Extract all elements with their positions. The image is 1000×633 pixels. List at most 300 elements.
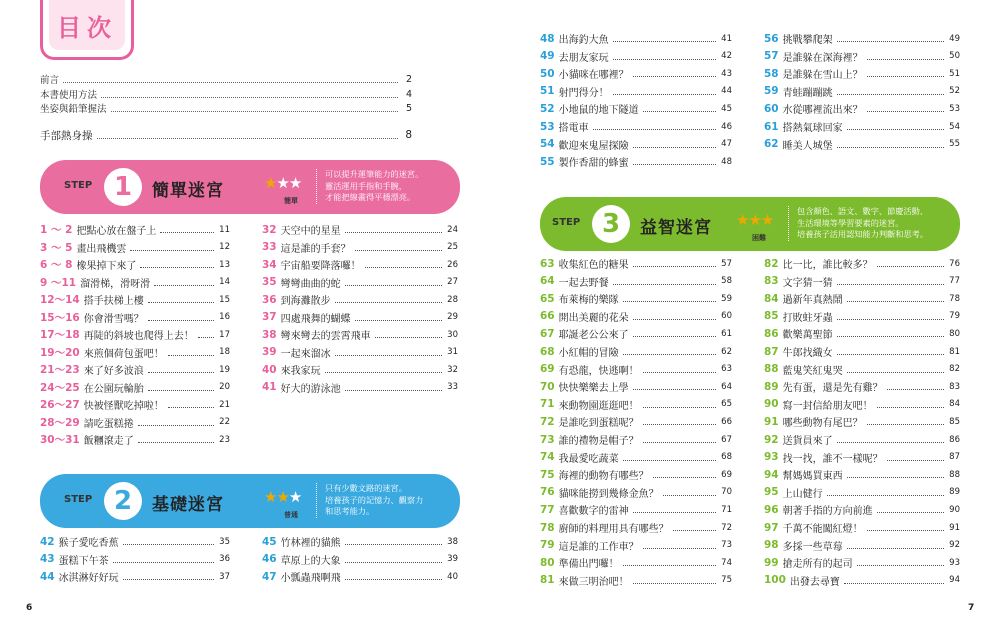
entry-title: 小紅帽的冒險 (558, 348, 619, 359)
toc-entry (540, 361, 732, 378)
entry-number: 94 (764, 468, 779, 481)
entry-title: 來了好多波浪 (83, 366, 144, 377)
toc-entry (40, 256, 230, 273)
entry-page: 94 (949, 575, 960, 586)
entry-title: 製作香甜的蜂蜜 (558, 158, 629, 170)
dot-leader (355, 320, 442, 321)
toc-entry (764, 431, 960, 448)
entry-number: 12～14 (40, 294, 80, 306)
entry-title: 準備出門囉！ (558, 559, 619, 571)
toc-entry (764, 118, 960, 135)
dot-leader (867, 59, 944, 60)
entry-title: 彎來彎去的雲霄飛車 (280, 331, 371, 342)
entry-title: 收集紅色的糖果 (558, 260, 629, 271)
toc-entry (764, 100, 960, 117)
entry-title: 海裡的動物有哪些？ (558, 471, 649, 483)
entry-number: 1 ～ 2 (40, 224, 73, 236)
toc-entry (40, 551, 230, 568)
intro-label: 手部熱身操 (40, 129, 93, 142)
entry-number: 53 (540, 120, 555, 133)
title-box (40, 0, 134, 60)
dot-leader (877, 407, 944, 408)
step3-label: STEP (552, 217, 581, 228)
entry-number: 64 (540, 275, 555, 288)
dot-leader (168, 355, 214, 356)
entry-page: 57 (721, 258, 732, 269)
entry-title: 出發去尋寶 (789, 576, 840, 588)
dot-leader (837, 147, 944, 148)
dot-leader (345, 285, 442, 286)
entry-page: 19 (219, 364, 230, 375)
entry-title: 來動物園逛逛吧！ (558, 400, 639, 412)
entry-title: 牛郎找織女 (782, 348, 833, 359)
step2-desc (316, 483, 423, 518)
toc-entry (540, 118, 732, 135)
dot-leader (633, 319, 716, 320)
dot-leader (877, 266, 944, 267)
entry-page: 42 (721, 51, 732, 62)
dot-leader (345, 544, 442, 545)
entry-page: 88 (949, 469, 960, 480)
entry-page: 63 (721, 364, 732, 375)
intro-row (40, 72, 412, 86)
entry-number: 79 (540, 539, 555, 552)
entry-title: 貓咪能撈到幾條金魚？ (558, 488, 659, 500)
step1-level: 簡單 (284, 197, 298, 205)
entry-page: 44 (721, 86, 732, 97)
step3-desc-line: 培養孩子活用認知能力判斷和思考。 (797, 229, 929, 239)
entry-page: 26 (447, 259, 458, 270)
dot-leader (613, 41, 716, 42)
entry-page: 33 (447, 382, 458, 392)
toc-entry (262, 309, 458, 326)
entry-title: 彎彎曲曲的蛇 (280, 278, 341, 290)
dot-leader (623, 565, 716, 566)
entry-title: 搭手扶梯上樓 (83, 296, 144, 307)
entry-page: 50 (949, 51, 960, 62)
entry-title: 飯糰滾走了 (83, 436, 134, 447)
entry-page: 84 (949, 399, 960, 410)
dot-leader (335, 302, 442, 303)
entry-title: 千萬不能闖紅燈！ (782, 524, 863, 535)
entry-title: 挑戰攀爬架 (782, 35, 833, 46)
dot-leader (345, 579, 442, 580)
entry-title: 小瓢蟲飛啊飛 (280, 573, 341, 584)
toc-entry (540, 554, 732, 571)
entry-number: 68 (540, 345, 555, 358)
entry-title: 過新年真熱鬧 (782, 295, 843, 307)
entry-number: 99 (764, 556, 779, 569)
dot-leader (837, 336, 944, 337)
step3-number-text: 3 (601, 209, 621, 239)
entry-page: 55 (949, 139, 960, 150)
dot-leader (867, 424, 944, 425)
entry-title: 射門得分！ (558, 87, 609, 99)
step3-banner (540, 197, 960, 251)
toc-entry (540, 343, 732, 360)
entry-title: 青蛙蹦蹦跳 (782, 87, 833, 99)
toc-entry (40, 274, 230, 291)
intro-row (40, 87, 412, 101)
entry-number: 46 (262, 553, 277, 565)
toc-entry (540, 449, 732, 466)
entry-title: 來煎個荷包蛋吧！ (83, 348, 164, 360)
toc-entry (540, 153, 732, 170)
entry-number: 61 (764, 120, 779, 133)
dot-leader (325, 372, 442, 373)
toc-entry (540, 83, 732, 100)
entry-number: 63 (540, 257, 555, 270)
entry-title: 去朋友家玩 (558, 52, 609, 64)
intro-page: 8 (405, 129, 412, 141)
entry-page: 60 (721, 311, 732, 322)
entry-title: 幫媽媽買東西 (782, 471, 843, 483)
toc-entry (40, 568, 230, 585)
toc-entry (262, 256, 458, 273)
step1-title: 簡單迷宮 (152, 181, 224, 201)
entry-page: 65 (721, 399, 732, 410)
dot-leader (643, 442, 716, 443)
dot-leader (613, 94, 716, 95)
entry-title: 是誰吃到蛋糕呢？ (558, 418, 639, 430)
dot-leader (613, 284, 716, 285)
entry-number: 17～18 (40, 329, 80, 341)
entry-number: 35 (262, 276, 277, 288)
entry-number: 76 (540, 486, 555, 499)
entry-number: 51 (540, 85, 555, 98)
toc-entry (764, 65, 960, 82)
entry-page: 82 (949, 364, 960, 375)
toc-entry (540, 30, 732, 47)
entry-number: 95 (764, 486, 779, 499)
entry-title: 送貨員來了 (782, 436, 833, 447)
dot-leader (633, 147, 716, 148)
toc-entry (540, 100, 732, 117)
toc-entry (764, 308, 960, 325)
dot-leader (148, 372, 214, 373)
entry-number: 71 (540, 398, 555, 411)
entry-title: 來做三明治吧！ (558, 576, 629, 588)
toc-entry (262, 221, 458, 238)
entry-number: 100 (764, 574, 786, 587)
entry-title: 找一找，誰不一樣呢？ (782, 453, 883, 465)
entry-title: 多採一些草莓 (782, 541, 843, 553)
intro-page: 2 (405, 73, 412, 85)
toc-entry (540, 255, 732, 272)
dot-leader (138, 442, 214, 443)
intro-row (40, 128, 412, 142)
dot-leader (837, 41, 944, 42)
entry-title: 這是誰的工作車？ (558, 541, 639, 553)
dot-leader (887, 389, 944, 390)
entry-title: 我最愛吃蔬菜 (558, 453, 619, 465)
entry-title: 比一比，誰比較多？ (782, 260, 873, 271)
entry-number: 41 (262, 381, 277, 393)
step1-number (104, 168, 142, 206)
entry-page: 18 (219, 347, 230, 357)
toc-entry (540, 484, 732, 501)
dot-leader (837, 354, 944, 355)
toc-entry (262, 361, 458, 378)
entry-number: 44 (40, 570, 55, 583)
dot-leader (101, 97, 398, 98)
entry-title: 冰淇淋好好玩 (58, 573, 119, 584)
entry-number: 47 (262, 570, 277, 583)
entry-number: 49 (540, 50, 555, 63)
toc-entry (764, 30, 960, 47)
entry-page: 89 (949, 487, 960, 498)
entry-number: 91 (764, 415, 779, 428)
entry-number: 54 (540, 138, 555, 151)
entry-number: 15～16 (40, 311, 80, 324)
entry-page: 90 (949, 504, 960, 515)
step3-desc-line: 生活環境等學習要素的迷宮。 (797, 217, 904, 228)
dot-leader (867, 530, 944, 531)
entry-number: 75 (540, 468, 555, 481)
intro-label: 本書使用方法 (40, 90, 98, 101)
toc-entry (540, 48, 732, 65)
toc-entry (40, 221, 230, 238)
entry-number: 87 (764, 345, 779, 358)
entry-title: 好大的游泳池 (280, 383, 341, 395)
step2-number-text: 2 (113, 486, 133, 516)
step3-stars-icon: ★★★ (736, 211, 774, 229)
entry-page: 49 (949, 33, 960, 44)
entry-number: 39 (262, 346, 277, 358)
entry-page: 30 (447, 329, 458, 340)
dot-leader (593, 129, 716, 130)
entry-page: 74 (721, 557, 732, 568)
toc-entry (764, 519, 960, 536)
entry-page: 28 (447, 294, 458, 305)
step1-desc (316, 169, 423, 204)
entry-page: 38 (447, 536, 458, 547)
entry-number: 74 (540, 451, 555, 464)
step1-banner (40, 160, 460, 214)
toc-entry (40, 431, 230, 448)
dot-leader (375, 337, 442, 338)
toc-entry (540, 537, 732, 554)
step2-number (104, 482, 142, 520)
entry-page: 43 (721, 68, 732, 79)
dot-leader (130, 250, 214, 251)
entry-title: 喜歡數字的雷神 (558, 506, 629, 518)
entry-title: 你會滑雪嗎？ (83, 313, 144, 325)
entry-title: 一起去野餐 (558, 277, 609, 289)
entry-page: 76 (949, 258, 960, 269)
dot-leader (837, 319, 944, 320)
toc-entry (764, 273, 960, 290)
dot-leader (613, 59, 716, 60)
entry-title: 歡迎來鬼屋探險 (558, 140, 629, 152)
dot-leader (643, 372, 716, 373)
dot-leader (847, 477, 944, 478)
entry-title: 文字猜一猜 (782, 277, 833, 289)
entry-title: 請吃蛋糕捲 (83, 418, 134, 430)
entry-page: 31 (447, 347, 458, 357)
entry-title: 快快樂樂去上學 (558, 383, 629, 395)
dot-leader (63, 82, 398, 83)
entry-number: 9 ～11 (40, 276, 77, 289)
entry-page: 67 (721, 434, 732, 445)
entry-page: 17 (219, 329, 230, 340)
dot-leader (633, 336, 716, 337)
entry-number: 52 (540, 102, 555, 115)
entry-number: 70 (540, 380, 555, 393)
entry-title: 畫出飛機雲 (76, 243, 127, 255)
step3-level: 困難 (752, 234, 766, 242)
entry-page: 62 (721, 346, 732, 357)
toc-entry (40, 344, 230, 361)
entry-page: 81 (949, 346, 960, 357)
entry-number: 6 ～ 8 (40, 259, 73, 271)
entry-page: 25 (447, 242, 458, 252)
step2-banner (40, 474, 460, 528)
toc-entry (764, 325, 960, 342)
step3-desc (788, 206, 928, 241)
toc-entry (764, 83, 960, 100)
entry-page: 41 (721, 33, 732, 44)
dot-leader (160, 232, 214, 233)
entry-title: 是誰躲在深海裡？ (782, 52, 863, 64)
entry-page: 85 (949, 416, 960, 427)
toc-entry (40, 309, 230, 326)
entry-title: 藍鬼笑紅鬼哭 (782, 365, 843, 377)
entry-number: 3 ～ 5 (40, 241, 73, 254)
toc-entry (262, 551, 458, 568)
dot-leader (97, 138, 399, 139)
entry-page: 40 (447, 571, 458, 582)
entry-page: 69 (721, 469, 732, 480)
entry-title: 溜滑梯，滑呀滑 (80, 278, 151, 290)
entry-page: 70 (721, 487, 732, 498)
dot-leader (837, 442, 944, 443)
entry-page: 14 (219, 277, 230, 287)
entry-title: 再陡的斜坡也爬得上去！ (83, 331, 194, 342)
entry-title: 哪些動物有尾巴？ (782, 418, 863, 430)
toc-entry (764, 361, 960, 378)
entry-title: 小地鼠的地下隧道 (558, 105, 639, 117)
entry-number: 96 (764, 503, 779, 516)
dot-leader (138, 425, 214, 426)
toc-entry (262, 291, 458, 308)
entry-number: 69 (540, 363, 555, 376)
entry-number: 65 (540, 292, 555, 305)
entry-number: 80 (540, 556, 555, 569)
dot-leader (633, 583, 716, 584)
dot-leader (335, 355, 442, 356)
step2-desc-line: 和思考能力。 (325, 506, 375, 516)
page-number-right: 7 (968, 603, 975, 613)
entry-number: 19～20 (40, 346, 80, 359)
dot-leader (113, 562, 214, 563)
entry-title: 朝著手指的方向前進 (782, 506, 873, 518)
dot-leader (844, 583, 944, 584)
entry-page: 79 (949, 311, 960, 322)
toc-entry (764, 396, 960, 413)
dot-leader (877, 512, 944, 513)
entry-number: 33 (262, 241, 277, 253)
step1-desc-line: 靈活運用手指和手腕， (325, 180, 407, 191)
dot-leader (653, 477, 716, 478)
entry-page: 72 (721, 522, 732, 533)
step3-number (592, 205, 630, 243)
entry-page: 53 (949, 103, 960, 114)
entry-title: 歡樂萬聖節 (782, 330, 833, 342)
dot-leader (867, 76, 944, 77)
entry-title: 上山健行 (782, 488, 823, 500)
entry-title: 有恐龍，快逃啊！ (558, 365, 639, 377)
entry-number: 34 (262, 258, 277, 271)
intro-row (40, 101, 412, 115)
entry-page: 73 (721, 540, 732, 551)
entry-number: 36 (262, 293, 277, 306)
entry-page: 80 (949, 328, 960, 339)
entry-number: 78 (540, 521, 555, 534)
entry-page: 16 (219, 312, 230, 322)
toc-entry (764, 378, 960, 395)
entry-number: 56 (764, 32, 779, 45)
toc-entry (40, 533, 230, 550)
entry-number: 72 (540, 415, 555, 428)
dot-leader (633, 389, 716, 390)
entry-number: 93 (764, 451, 779, 464)
entry-number: 48 (540, 32, 555, 45)
toc-entry (540, 273, 732, 290)
intro-label: 坐姿與鉛筆握法 (40, 104, 107, 115)
step3-desc-line: 包含顏色、語文、數字、節慶活動、 (797, 206, 929, 216)
entry-number: 42 (40, 535, 55, 548)
dot-leader (887, 460, 944, 461)
toc-entry (262, 326, 458, 343)
toc-entry (540, 65, 732, 82)
toc-entry (262, 533, 458, 550)
dot-leader (623, 301, 716, 302)
entry-number: 81 (540, 574, 555, 587)
dot-leader (633, 76, 716, 77)
entry-number: 55 (540, 155, 555, 168)
toc-entry (40, 396, 230, 413)
entry-number: 85 (764, 310, 779, 323)
dot-leader (168, 407, 214, 408)
toc-entry (40, 361, 230, 378)
entry-page: 45 (721, 103, 732, 114)
dot-leader (198, 337, 214, 338)
entry-page: 78 (949, 293, 960, 304)
entry-number: 89 (764, 380, 779, 393)
entry-page: 35 (219, 536, 230, 547)
page-number-left: 6 (26, 603, 33, 613)
entry-page: 91 (949, 522, 960, 533)
dot-leader (847, 372, 944, 373)
dot-leader (837, 284, 944, 285)
toc-entry (262, 239, 458, 256)
entry-title: 搭熱氣球回家 (782, 123, 843, 134)
entry-title: 搶走所有的起司 (782, 559, 853, 571)
entry-page: 32 (447, 364, 458, 375)
entry-title: 誰的禮物是帽子？ (558, 436, 639, 447)
toc-entry (262, 274, 458, 291)
entry-title: 睡美人城堡 (782, 140, 833, 152)
dot-leader (837, 94, 944, 95)
dot-leader (633, 512, 716, 513)
intro-page: 5 (405, 102, 412, 114)
title-inner (49, 0, 125, 50)
step2-label: STEP (64, 494, 93, 505)
dot-leader (827, 495, 944, 496)
toc-entry (540, 136, 732, 153)
step2-desc-line: 培養孩子的記憶力、觀察力 (325, 494, 424, 505)
